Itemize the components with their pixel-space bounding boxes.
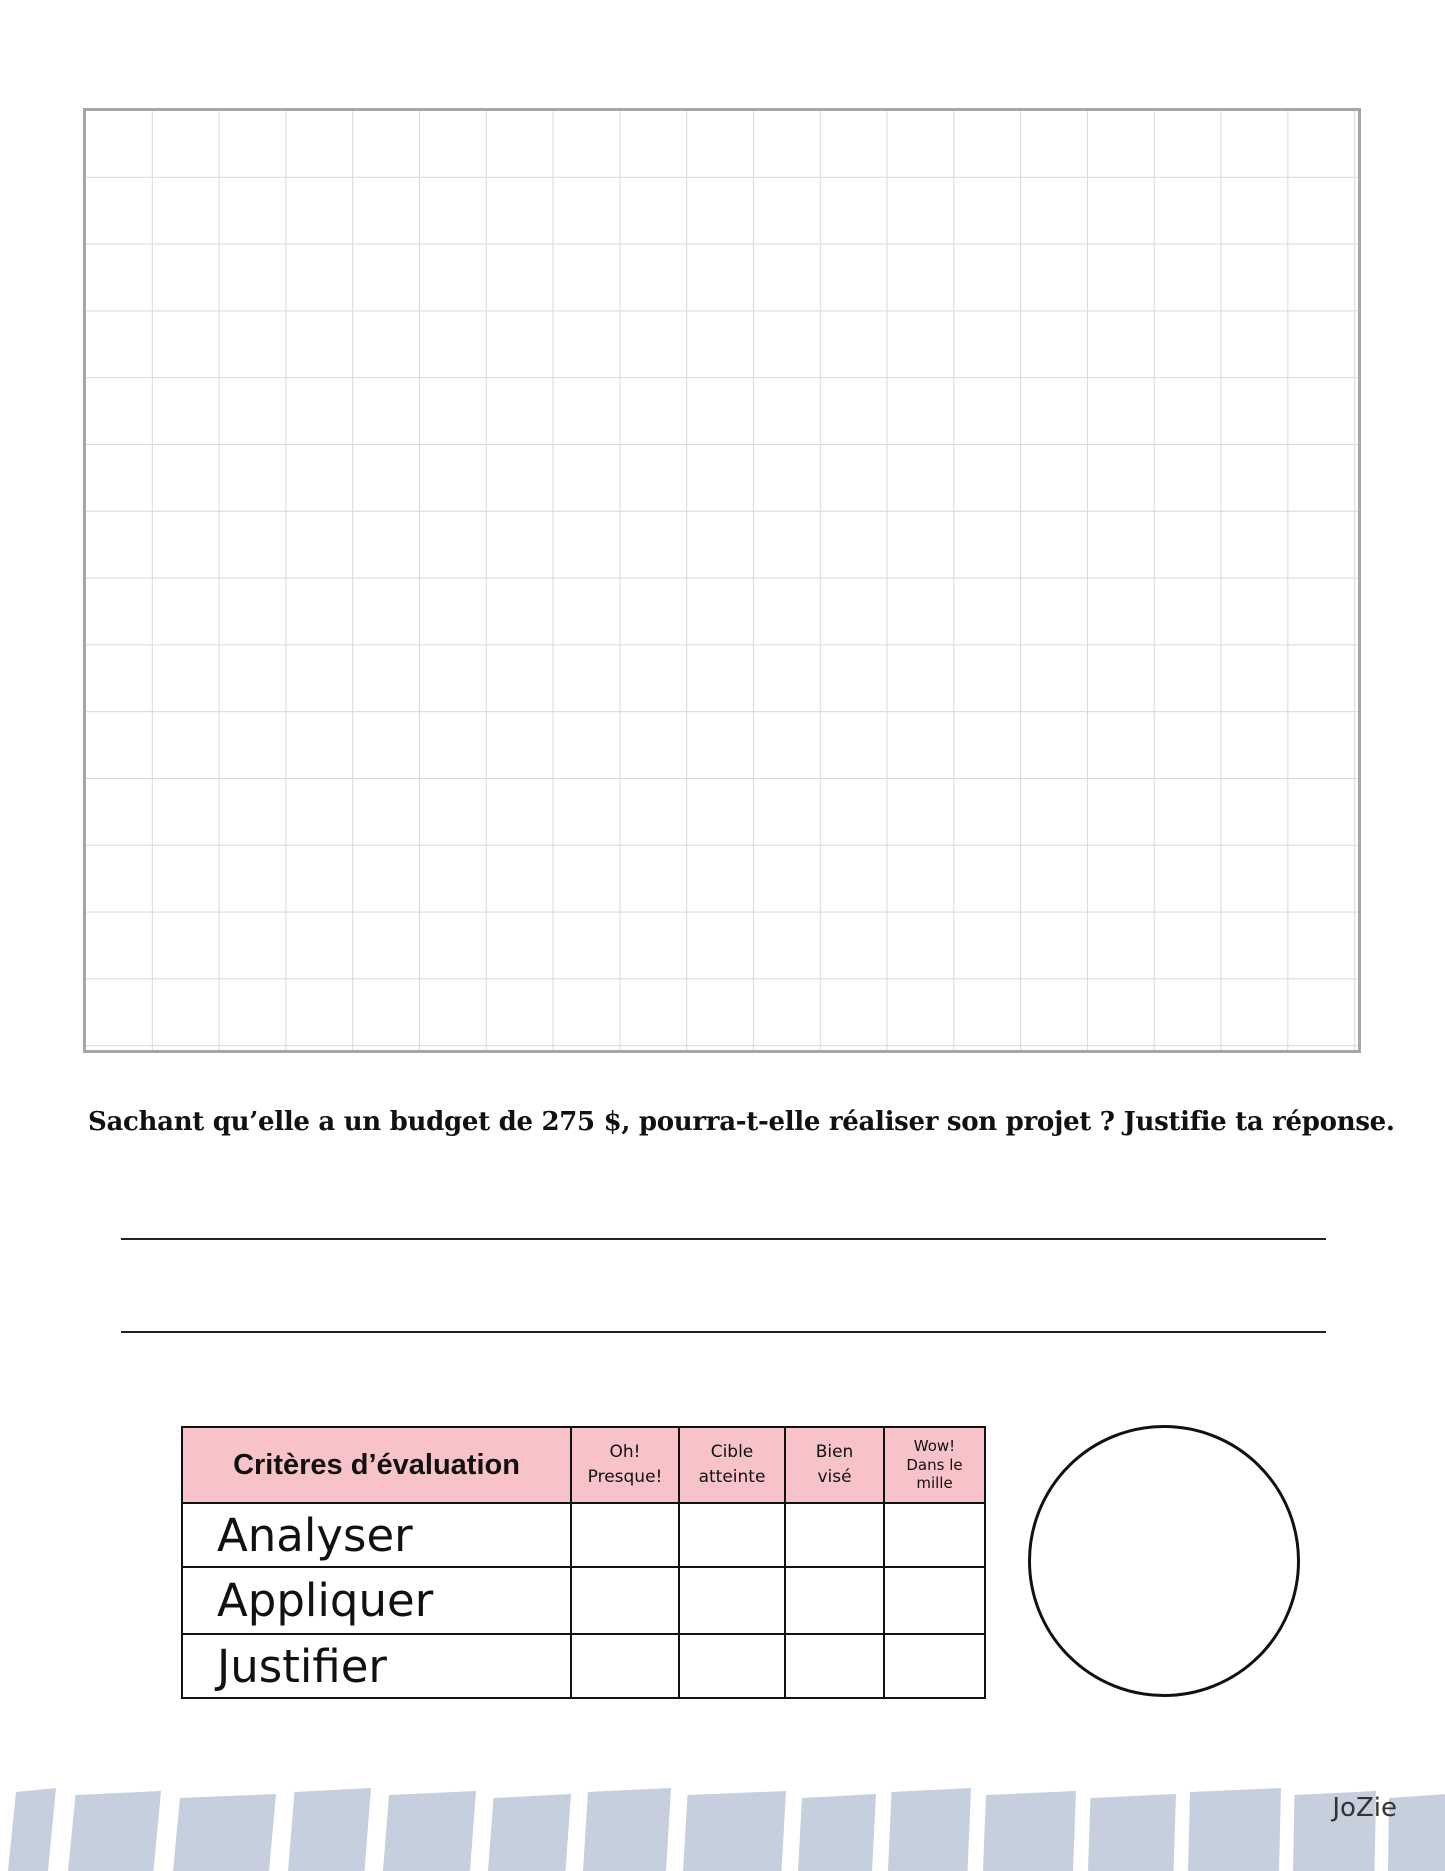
criterion-appliquer: Appliquer	[182, 1567, 571, 1634]
rating-cell[interactable]	[679, 1634, 785, 1698]
level-header-target	[679, 1427, 785, 1503]
criteria-header: Critères d’évaluation	[182, 1427, 571, 1503]
rating-cell[interactable]	[571, 1634, 679, 1698]
footer-tile	[798, 1794, 876, 1871]
graph-paper-grid[interactable]	[83, 108, 1361, 1053]
rating-cell[interactable]	[884, 1634, 985, 1698]
level-header-almost	[571, 1427, 679, 1503]
table-row	[182, 1567, 985, 1634]
rating-cell[interactable]	[785, 1503, 884, 1567]
rating-cell[interactable]	[785, 1634, 884, 1698]
footer-tile	[68, 1791, 161, 1871]
score-circle[interactable]	[1028, 1425, 1300, 1697]
footer-tile	[488, 1794, 571, 1871]
table-row	[182, 1503, 985, 1567]
rating-cell[interactable]	[571, 1567, 679, 1634]
footer-tile	[1088, 1794, 1176, 1871]
footer-tiles	[8, 1788, 1445, 1871]
level-label: Bien visé	[815, 1441, 854, 1487]
footer-tile	[288, 1788, 371, 1871]
footer-tile	[8, 1788, 56, 1871]
criterion-justifier: Justifier	[182, 1634, 571, 1698]
table-row	[182, 1634, 985, 1698]
brand-logo: JoZie	[1332, 1793, 1397, 1823]
footer-tile	[173, 1794, 276, 1871]
answer-line-2[interactable]	[121, 1331, 1326, 1333]
criterion-analyser: Analyser	[182, 1503, 571, 1567]
evaluation-criteria-table	[181, 1426, 986, 1699]
rating-cell[interactable]	[679, 1567, 785, 1634]
level-label: Wow! Dans le mille	[906, 1436, 963, 1493]
rating-cell[interactable]	[884, 1567, 985, 1634]
level-header-well-aimed	[785, 1427, 884, 1503]
level-header-bullseye	[884, 1427, 985, 1503]
level-label: Oh! Presque!	[587, 1441, 663, 1487]
rating-cell[interactable]	[785, 1567, 884, 1634]
question-text: Sachant qu’elle a un budget de 275 $, pourra-t-elle réaliser son projet ? Justifie ta réponse.	[88, 1107, 1395, 1137]
footer-tile	[983, 1791, 1076, 1871]
footer-decoration	[0, 1778, 1445, 1871]
level-label: Cible atteinte	[698, 1441, 766, 1487]
answer-line-1[interactable]	[121, 1238, 1326, 1240]
footer-tile	[683, 1791, 786, 1871]
rating-cell[interactable]	[884, 1503, 985, 1567]
footer-tile	[583, 1788, 671, 1871]
footer-tile	[888, 1788, 971, 1871]
rating-cell[interactable]	[679, 1503, 785, 1567]
rating-cell[interactable]	[571, 1503, 679, 1567]
footer-tile	[1188, 1788, 1281, 1871]
footer-tile	[383, 1791, 476, 1871]
